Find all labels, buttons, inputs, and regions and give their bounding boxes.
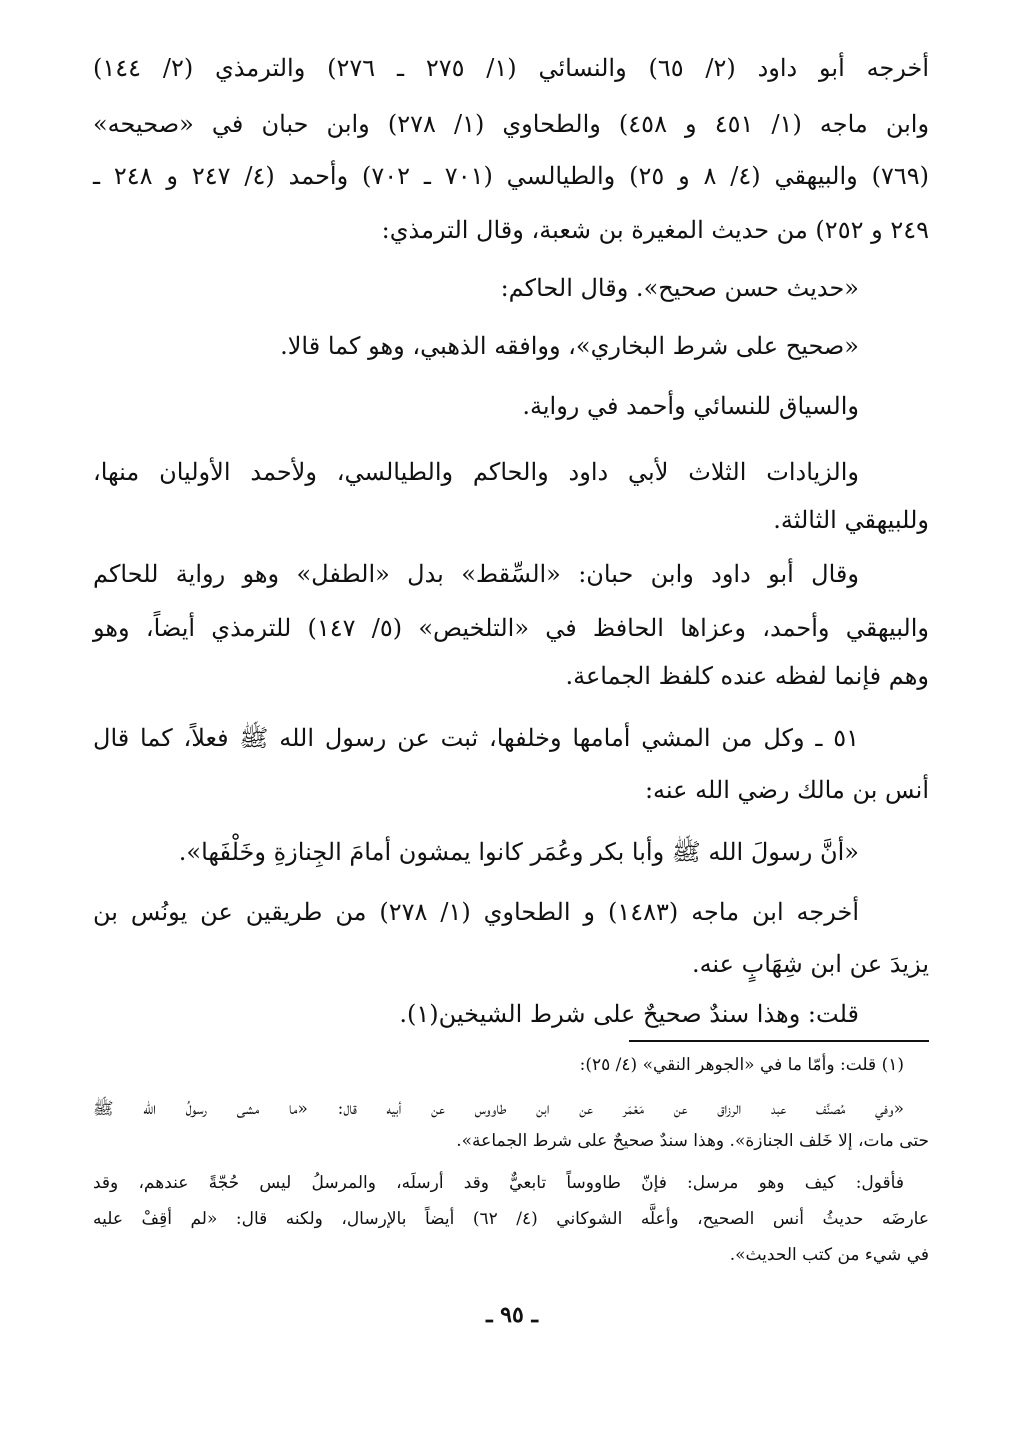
- quote-line: «حديث حسن صحيح». وقال الحاكم:: [500, 274, 859, 302]
- body-line: والزيادات الثلاث لأبي داود والحاكم والطيالسي، ولأحمد الأوليان منها،: [93, 458, 859, 486]
- quote-line: «صحيح على شرط البخاري»، ووافقه الذهبي، وهو كما قالا.: [280, 332, 859, 360]
- footnote-line: حتى مات، إلا خَلف الجنازة». وهذا سندٌ صحيحٌ على شرط الجماعة».: [456, 1131, 929, 1151]
- body-line: وللبيهقي الثالثة.: [773, 506, 929, 534]
- section-51-line: ٥١ ـ وكل من المشي أمامها وخلفها، ثبت عن رسول الله ﷺ فعلاً، كما قال: [93, 724, 859, 752]
- body-line: أخرجه ابن ماجه (١٤٨٣) و الطحاوي (١/ ٢٧٨) من طريقين عن يونُس بن: [93, 898, 860, 926]
- body-line: وقال أبو داود وابن حبان: «السِّقط» بدل «الطفل» وهو رواية للحاكم: [93, 560, 859, 588]
- footnote-divider: [629, 1040, 929, 1042]
- body-line: والبيهقي وأحمد، وعزاها الحافظ في «التلخيص» (٥/ ١٤٧) للترمذي أيضاً، وهو: [93, 614, 929, 642]
- hadith-quote: «أنَّ رسولَ الله ﷺ وأبا بكر وعُمَر كانوا يمشون أمامَ الجِنازةِ وخَلْفَها».: [178, 838, 859, 866]
- body-line: أنس بن مالك رضي الله عنه:: [644, 776, 929, 804]
- body-line: وابن ماجه (١/ ٤٥١ و ٤٥٨) والطحاوي (١/ ٢٧٨) وابن حبان في «صحيحه»: [93, 110, 930, 138]
- page-number: ـ ٩٥ ـ: [486, 1302, 538, 1328]
- body-line: قلت: وهذا سندٌ صحيحٌ على شرط الشيخين(١).: [399, 1000, 859, 1028]
- footnote-line: في شيء من كتب الحديث».: [729, 1245, 929, 1265]
- footnote-line: «وفي مُصنَّف عبد الرزاق عن مَعْمَر عن ابن طاووس عن أبيه قال: «ما مشى رسولُ الله ﷺ: [93, 1099, 904, 1119]
- body-line: وهم فإنما لفظه عنده كلفظ الجماعة.: [565, 662, 929, 690]
- body-line: (٧٦٩) والبيهقي (٤/ ٨ و ٢٥) والطيالسي (٧٠١ ـ ٧٠٢) وأحمد (٤/ ٢٤٧ و ٢٤٨ ـ: [93, 162, 930, 190]
- footnote-line: عارضَه حديثُ أنس الصحيح، وأعلَّه الشوكاني (٤/ ٦٢) أيضاً بالإرسال، ولكنه قال: «لم أقِفْ عليه: [93, 1209, 929, 1229]
- body-line: والسياق للنسائي وأحمد في رواية.: [522, 392, 859, 420]
- footnote-line: فأقول: كيف وهو مرسل: فإنّ طاووساً تابعيٌّ وقد أرسلَه، والمرسلُ ليس حُجّةً عندهم، وقد: [93, 1173, 904, 1193]
- body-line: يزيدَ عن ابن شِهَابٍ عنه.: [691, 950, 929, 978]
- body-line: ٢٤٩ و ٢٥٢) من حديث المغيرة بن شعبة، وقال الترمذي:: [381, 216, 929, 244]
- body-line: أخرجه أبو داود (٢/ ٦٥) والنسائي (١/ ٢٧٥ ـ ٢٧٦) والترمذي (٢/ ١٤٤): [93, 54, 930, 82]
- footnote-line: (١) قلت: وأمّا ما في «الجوهر النقي» (٤/ ٢٥):: [579, 1055, 904, 1075]
